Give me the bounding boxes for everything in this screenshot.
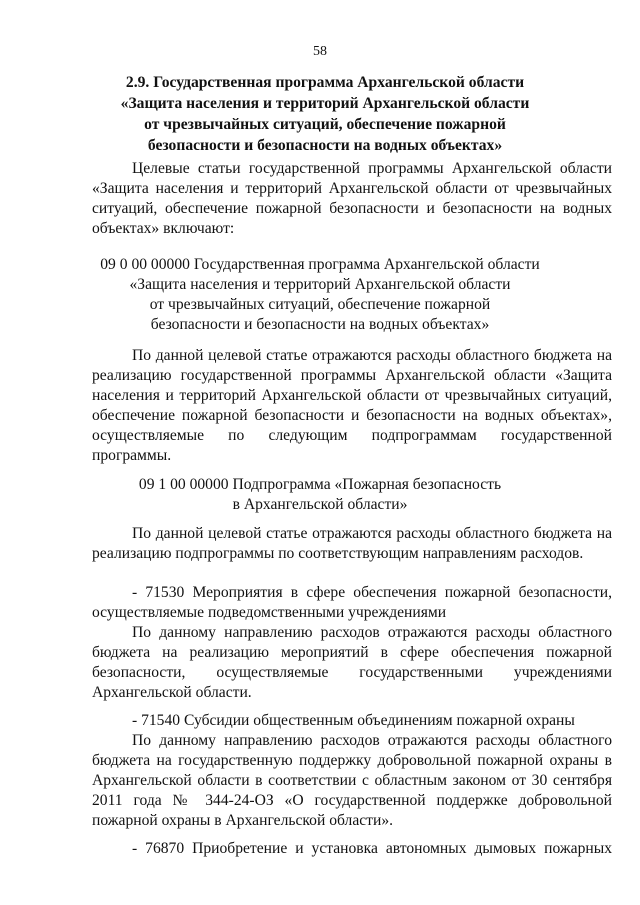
- text-line: от чрезвычайных ситуаций, обеспечение пожарной: [149, 296, 491, 313]
- text-line: ситуаций, обеспечение пожарной безопасности и безопасности на водных: [92, 200, 612, 217]
- text-line: безопасности, осуществляемые государственными учреждениями: [92, 664, 612, 681]
- text-line: объектах» включают:: [92, 220, 235, 237]
- heading-line: «Защита населения и территорий Архангельской области: [120, 95, 530, 112]
- text-line: 2011 года № 344-24-ОЗ «О государственной поддержке добровольной: [92, 792, 612, 809]
- text-line: Архангельской области в соответствии с областным законом от 30 сентября: [92, 772, 612, 789]
- text-line: По данной целевой статье отражаются расходы областного бюджета на: [132, 347, 612, 364]
- expense-item-76870: [92, 839, 612, 859]
- program-code-block: [60, 255, 580, 335]
- text-line: программы.: [92, 447, 172, 464]
- section-heading: [90, 72, 560, 156]
- program-description-paragraph: [92, 346, 612, 466]
- text-line: реализацию государственной программы Архангельской области «Защита: [92, 367, 612, 384]
- text-line: По данной целевой статье отражаются расходы областного бюджета на: [132, 525, 612, 542]
- text-line: «Защита населения и территорий Архангельской области от чрезвычайных: [92, 180, 612, 197]
- text-line: в Архангельской области»: [232, 496, 408, 513]
- text-line: - 76870 Приобретение и установка автономных дымовых пожарных: [132, 840, 612, 857]
- text-line: Архангельской области.: [92, 684, 252, 701]
- text-line: По данному направлению расходов отражаются расходы областного: [132, 624, 612, 641]
- text-line: «Защита населения и территорий Архангельской области: [129, 276, 511, 293]
- text-line: осуществляемые подведомственными учреждениями: [92, 604, 447, 621]
- expense-item-71530: [92, 583, 612, 703]
- text-line: - 71540 Субсидии общественным объединениям пожарной охраны: [132, 712, 575, 729]
- text-line: По данному направлению расходов отражаются расходы областного: [132, 732, 612, 749]
- text-line: - 71530 Мероприятия в сфере обеспечения пожарной безопасности,: [132, 584, 612, 601]
- text-line: пожарной охраны в Архангельской области».: [92, 812, 394, 829]
- text-line: населения и территорий Архангельской области от чрезвычайных ситуаций,: [92, 387, 612, 404]
- text-line: Целевые статьи государственной программы Архангельской области: [132, 160, 612, 177]
- subprogram-code-block: [60, 475, 580, 515]
- heading-line: 2.9. Государственная программа Архангельской области: [125, 74, 525, 91]
- text-line: 09 0 00 00000 Государственная программа Архангельской области: [100, 256, 540, 273]
- text-line: бюджета на реализацию мероприятий в сфере обеспечения пожарной: [92, 644, 612, 661]
- text-line: обеспечение пожарной безопасности и безопасности на водных объектах»,: [92, 407, 612, 424]
- heading-line: от чрезвычайных ситуаций, обеспечение пожарной: [144, 116, 506, 133]
- text-line: бюджета на государственную поддержку добровольной пожарной охраны в: [92, 752, 612, 769]
- text-line: реализацию подпрограммы по соответствующим направлениям расходов.: [92, 545, 584, 562]
- intro-paragraph: [92, 159, 612, 239]
- text-line: безопасности и безопасности на водных объектах»: [150, 316, 490, 333]
- heading-line: безопасности и безопасности на водных объектах»: [147, 137, 503, 154]
- text-line: осуществляемые по следующим подпрограммам государственной: [92, 427, 612, 444]
- text-line: 09 1 00 00000 Подпрограмма «Пожарная безопасность: [138, 476, 502, 493]
- subprogram-description-paragraph: [92, 524, 612, 564]
- expense-item-71540: [92, 711, 612, 831]
- page-number: 58: [313, 44, 327, 59]
